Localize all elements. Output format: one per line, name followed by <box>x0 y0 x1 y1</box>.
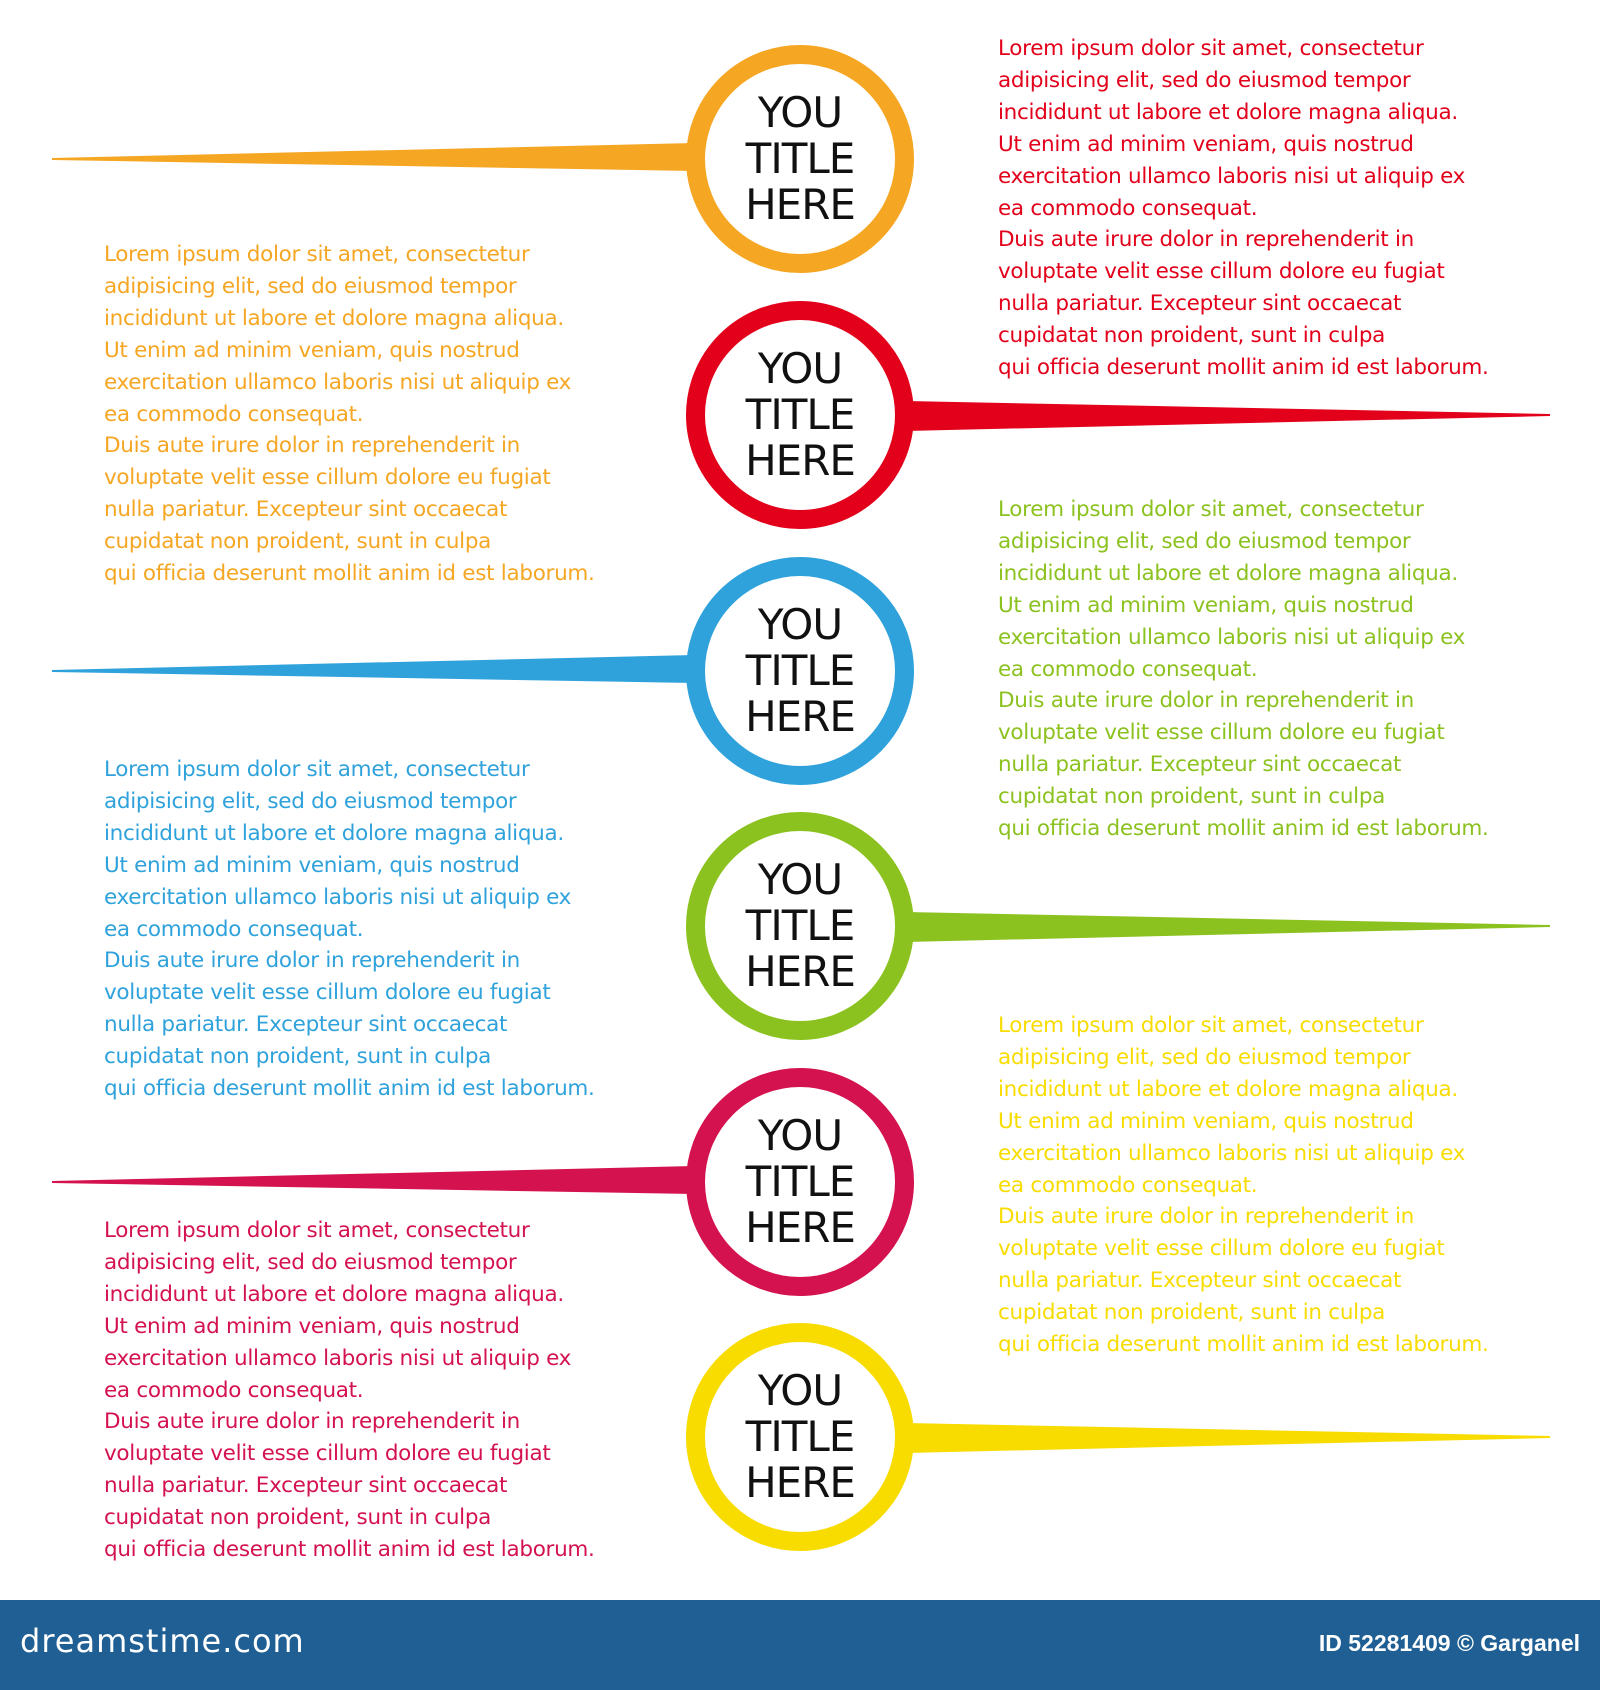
circle-title-1: YOU TITLE HERE <box>745 88 855 229</box>
circle-title-3: YOU TITLE HERE <box>745 600 855 741</box>
text-block-orange: Lorem ipsum dolor sit amet, consectetur adipisicing elit, sed do eiusmod tempor incididunt ut labore et dolore magna aliqua. Ut enim ad minim veniam, quis nostrud exercitation ullamco laboris nisi ut aliquip ex ea commodo consequat. Duis aute irure dolor in reprehenderit in voluptate velit esse cillum dolore eu fugiat nulla pariatur. Excepteur sint occaecat cupidatat non proident, sunt in culpa qui officia deserunt mollit anim id est laborum. <box>104 242 595 587</box>
circle-title-5: YOU TITLE HERE <box>745 1111 855 1252</box>
circle-title-6: YOU TITLE HERE <box>745 1366 855 1507</box>
title-circle-6 <box>686 1323 914 1551</box>
dreamstime-logo[interactable]: dreamstime.com <box>20 1622 305 1660</box>
title-circle-1 <box>686 45 914 273</box>
spike-2 <box>906 401 1550 431</box>
title-circle-2 <box>686 301 914 529</box>
text-block-green: Lorem ipsum dolor sit amet, consectetur adipisicing elit, sed do eiusmod tempor incididunt ut labore et dolore magna aliqua. Ut enim ad minim veniam, quis nostrud exercitation ullamco laboris nisi ut aliquip ex ea commodo consequat. Duis aute irure dolor in reprehenderit in voluptate velit esse cillum dolore eu fugiat nulla pariatur. Excepteur sint occaecat cupidatat non proident, sunt in culpa qui officia deserunt mollit anim id est laborum. <box>998 497 1489 842</box>
text-block-yellow: Lorem ipsum dolor sit amet, consectetur adipisicing elit, sed do eiusmod tempor incididunt ut labore et dolore magna aliqua. Ut enim ad minim veniam, quis nostrud exercitation ullamco laboris nisi ut aliquip ex ea commodo consequat. Duis aute irure dolor in reprehenderit in voluptate velit esse cillum dolore eu fugiat nulla pariatur. Excepteur sint occaecat cupidatat non proident, sunt in culpa qui officia deserunt mollit anim id est laborum. <box>998 1013 1489 1358</box>
spike-6 <box>906 1423 1550 1453</box>
text-block-crimson: Lorem ipsum dolor sit amet, consectetur adipisicing elit, sed do eiusmod tempor incididunt ut labore et dolore magna aliqua. Ut enim ad minim veniam, quis nostrud exercitation ullamco laboris nisi ut aliquip ex ea commodo consequat. Duis aute irure dolor in reprehenderit in voluptate velit esse cillum dolore eu fugiat nulla pariatur. Excepteur sint occaecat cupidatat non proident, sunt in culpa qui officia deserunt mollit anim id est laborum. <box>104 1218 595 1563</box>
spike-4 <box>906 912 1550 942</box>
circle-title-4: YOU TITLE HERE <box>745 855 855 996</box>
spike-5 <box>52 1166 694 1194</box>
image-credit: ID 52281409 © Garganel <box>1318 1630 1580 1656</box>
text-block-red: Lorem ipsum dolor sit amet, consectetur adipisicing elit, sed do eiusmod tempor incididunt ut labore et dolore magna aliqua. Ut enim ad minim veniam, quis nostrud exercitation ullamco laboris nisi ut aliquip ex ea commodo consequat. Duis aute irure dolor in reprehenderit in voluptate velit esse cillum dolore eu fugiat nulla pariatur. Excepteur sint occaecat cupidatat non proident, sunt in culpa qui officia deserunt mollit anim id est laborum. <box>998 36 1489 381</box>
spike-3 <box>52 655 694 683</box>
title-circle-4 <box>686 812 914 1040</box>
footer-bar <box>0 1600 1600 1690</box>
title-circle-3 <box>686 557 914 785</box>
spike-1 <box>52 143 694 171</box>
text-block-blue: Lorem ipsum dolor sit amet, consectetur adipisicing elit, sed do eiusmod tempor incididunt ut labore et dolore magna aliqua. Ut enim ad minim veniam, quis nostrud exercitation ullamco laboris nisi ut aliquip ex ea commodo consequat. Duis aute irure dolor in reprehenderit in voluptate velit esse cillum dolore eu fugiat nulla pariatur. Excepteur sint occaecat cupidatat non proident, sunt in culpa qui officia deserunt mollit anim id est laborum. <box>104 757 595 1102</box>
circle-title-2: YOU TITLE HERE <box>745 344 855 485</box>
title-circle-5 <box>686 1068 914 1296</box>
